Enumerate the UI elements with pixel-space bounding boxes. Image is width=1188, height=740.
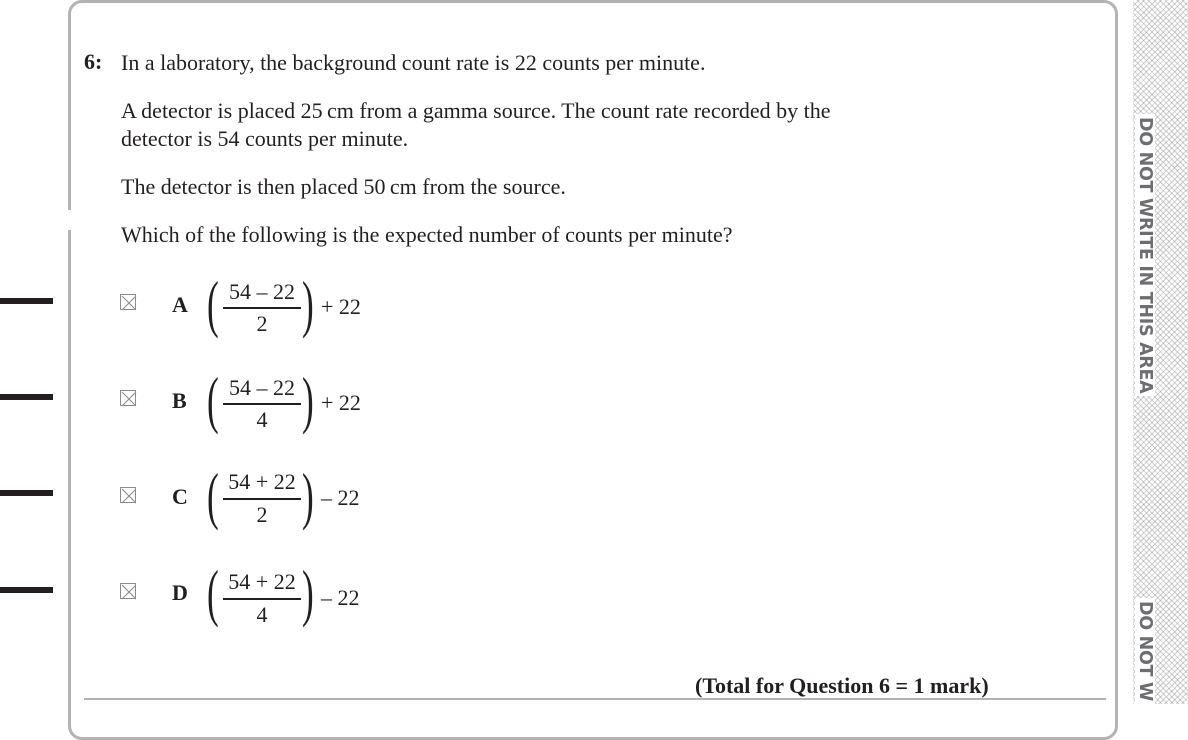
question-text: A detector is placed 25 cm from a gamma source. The count rate recorded by the xyxy=(121,98,831,123)
option-tail: – 22 xyxy=(321,585,360,610)
fraction-bar xyxy=(223,598,301,600)
question-text: Which of the following is the expected number of counts per minute? xyxy=(121,222,733,247)
right-paren: ) xyxy=(302,557,314,628)
option-letter: A xyxy=(172,292,188,317)
fraction-bar xyxy=(223,403,301,405)
left-paren: ( xyxy=(207,268,219,339)
do-not-write-label: DO NOT W xyxy=(1135,598,1155,704)
left-paren: ( xyxy=(207,364,219,435)
fraction-bar xyxy=(223,307,301,309)
right-paren: ) xyxy=(302,460,314,531)
margin-mark xyxy=(0,298,53,304)
margin-mark xyxy=(0,490,53,496)
margin-mark xyxy=(0,394,53,400)
option-letter: D xyxy=(172,580,188,605)
option-tail: – 22 xyxy=(321,485,360,510)
fraction-numerator: 54 + 22 xyxy=(228,569,296,594)
divider xyxy=(84,698,1106,700)
crossed-box-icon[interactable] xyxy=(120,583,136,599)
fraction-denominator: 2 xyxy=(256,502,268,527)
fraction-denominator: 4 xyxy=(256,602,268,627)
fraction-denominator: 2 xyxy=(256,311,268,336)
fraction-numerator: 54 – 22 xyxy=(229,375,295,400)
margin-mark xyxy=(0,587,53,593)
question-text: The detector is then placed 50 cm from the source. xyxy=(121,174,566,199)
right-paren: ) xyxy=(302,268,314,339)
total-marks: (Total for Question 6 = 1 mark) xyxy=(695,673,989,698)
crossed-box-icon[interactable] xyxy=(120,390,136,406)
question-number: 6: xyxy=(84,49,103,74)
question-text: In a laboratory, the background count rate is 22 counts per minute. xyxy=(121,50,706,75)
question-text: detector is 54 counts per minute. xyxy=(121,126,409,151)
option-letter: B xyxy=(172,388,187,413)
option-letter: C xyxy=(172,484,188,509)
left-paren: ( xyxy=(207,557,219,628)
frame-gap xyxy=(64,210,74,230)
right-paren: ) xyxy=(302,364,314,435)
fraction-denominator: 4 xyxy=(256,407,268,432)
option-tail: + 22 xyxy=(321,390,361,415)
fraction-bar xyxy=(223,498,301,500)
do-not-write-label: DO NOT WRITE IN THIS AREA xyxy=(1135,114,1155,396)
fraction-numerator: 54 + 22 xyxy=(228,469,296,494)
fraction-numerator: 54 – 22 xyxy=(229,279,295,304)
option-tail: + 22 xyxy=(321,294,361,319)
crossed-box-icon[interactable] xyxy=(120,487,136,503)
left-paren: ( xyxy=(207,460,219,531)
crossed-box-icon[interactable] xyxy=(120,294,136,310)
